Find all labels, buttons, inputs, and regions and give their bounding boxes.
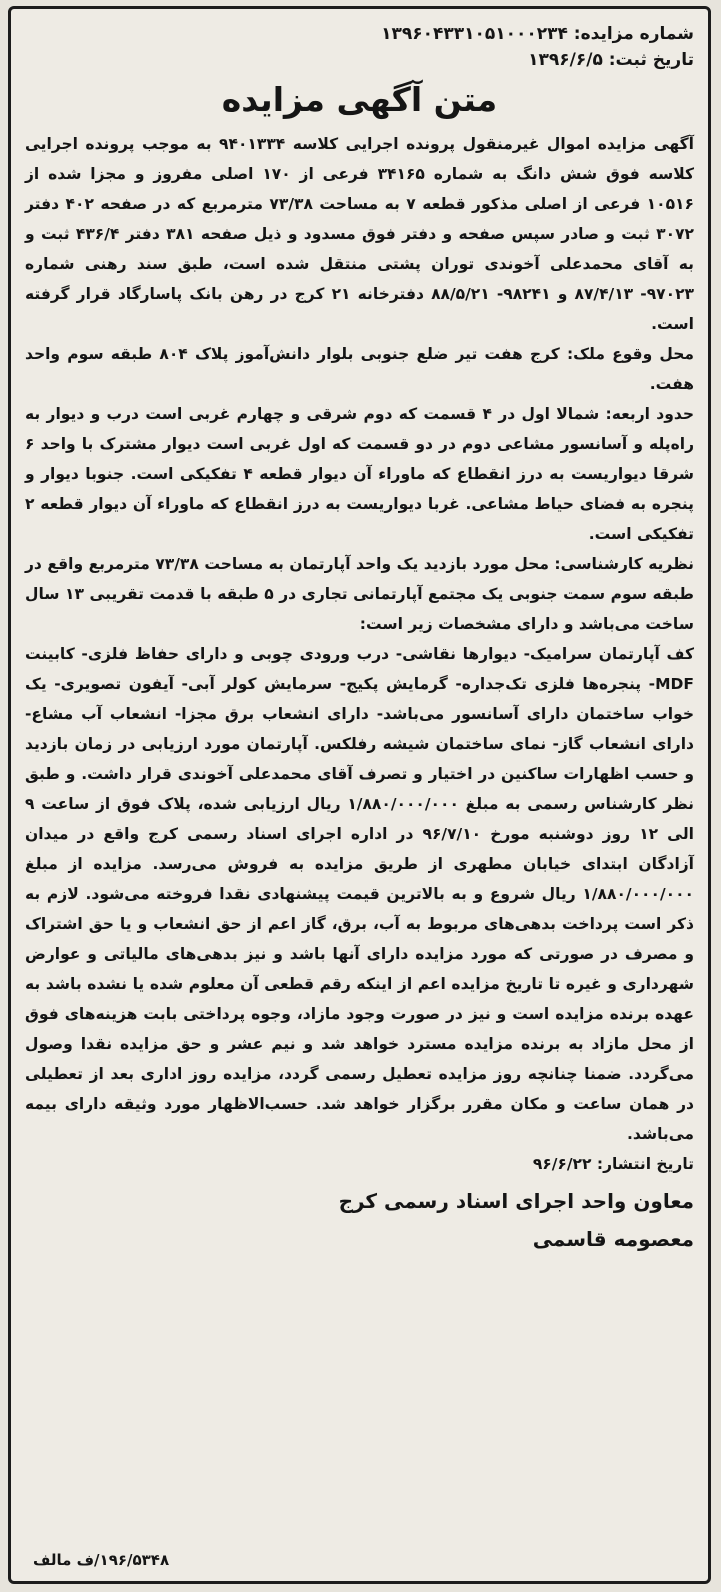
auction-notice [8, 6, 711, 1584]
registration-date: تاریخ ثبت: ۱۳۹۶/۶/۵ [528, 50, 694, 70]
auction-number: شماره مزایده: ۱۳۹۶۰۴۳۳۱۰۵۱۰۰۰۲۳۴ [381, 24, 694, 44]
signature-office: معاون واحد اجرای اسناد رسمی کرج [338, 1189, 694, 1213]
paragraph-case: آگهی مزایده اموال غیرمنقول پرونده اجرایی کلاسه ۹۴۰۱۳۳۴ به موجب پرونده اجرایی کلاسه فوق شش دانگ به شماره ۳۴۱۶۵ فرعی از ۱۷۰ اصلی مفروز و مجزا شده از ۱۰۵۱۶ فرعی از اصلی مذکور قطعه ۷ به مساحت ۷۳/۳۸ مترمربع که در صفحه ۴۰۲ دفتر ۳۰۷۲ ثبت و صادر سپس صفحه و دفتر فوق مسدود و ذیل صفحه ۳۸۱ دفتر ۴۳۶/۴ ثبت و به آقای محمدعلی آخوندی توران پشتی منتقل شده است، طبق سند رهنی شماره ۹۷۰۲۳- ۸۷/۴/۱۳ و ۹۸۲۴۱- ۸۸/۵/۲۱ دفترخانه ۲۱ کرج در رهن بانک پاسارگاد قرار گرفته است. [25, 135, 695, 333]
paragraph-details: کف آپارتمان سرامیک- دیوارها نقاشی- درب ورودی چوبی و دارای حفاظ فلزی- کابینت MDF- پنجره‌ها فلزی تک‌جداره- گرمایش پکیج- سرمایش کولر آبی- آیفون تصویری- یک خواب ساختمان دارای آسانسور می‌باشد- دارای انشعاب برق مجزا- انشعاب آب مشاع- دارای انشعاب گاز- نمای ساختمان شیشه رفلکس. آپارتمان مورد ارزیابی در زمان بازدید و حسب اظهارات ساکنین در اختیار و تصرف آقای محمدعلی آخوندی قرار داشت. و طبق نظر کارشناس رسمی به مبلغ ۱/۸۸۰/۰۰۰/۰۰۰ ریال ارزیابی شده، پلاک فوق از ساعت ۹ الی ۱۲ روز دوشنبه مورخ ۹۶/۷/۱۰ در اداره اجرای اسناد رسمی کرج واقع در میدان آزادگان ابتدای خیابان مطهری از طریق مزایده به فروش می‌رسد. مزایده از مبلغ ۱/۸۸۰/۰۰۰/۰۰۰ ریال شروع و به بالاترین قیمت پیشنهادی نقدا فروخته می‌شود. لازم به ذکر است پرداخت بدهی‌های مربوط به آب، برق، گاز اعم از حق انشعاب و یا حق اشتراک و مصرف در صورتی که مورد مزایده دارای آنها باشد و نیز بدهی‌های مالیاتی و عوارض شهرداری و غیره تا تاریخ مزایده اعم از اینکه رقم قطعی آن معلوم شده یا نشده باشد به عهده برنده مزایده است و نیز در صورت وجود مازاد، وجوه پرداختی بابت هزینه‌های فوق از محل مازاد به برنده مزایده مسترد خواهد شد و نیم عشر و حق مزایده نقدا وصول می‌گردد. ضمنا چنانچه روز مزایده تعطیل رسمی گردد، مزایده روز اداری بعد از تعطیلی در همان ساعت و مکان مقرر برگزار خواهد شد. حسب‌الاظهار مورد وثیقه دارای بیمه می‌باشد. [25, 645, 694, 1143]
signature-name: معصومه قاسمی [532, 1227, 694, 1251]
paragraph-location: محل وقوع ملک: کرج هفت تیر ضلع جنوبی بلوار دانش‌آموز پلاک ۸۰۴ طبقه سوم واحد هفت. [25, 345, 694, 393]
paragraph-boundaries: حدود اربعه: شمالا اول در ۴ قسمت که دوم شرقی و چهارم غربی است درب و دیوار به راه‌پله و آسانسور مشاعی دوم در دو قسمت که اول غربی است دیوار مشترک با واحد ۶ شرقا دیواریست به درز انقطاع که ماوراء آن دیوار قطعه ۴ تفکیکی است. جنوبا دیوار و پنجره به فضای حیاط مشاعی. غربا دیواریست به درز انقطاع که ماوراء آن دیوار قطعه ۲ تفکیکی است. [25, 405, 694, 543]
paragraph-expert-opinion: نظریه کارشناسی: محل مورد بازدید یک واحد آپارتمان به مساحت ۷۳/۳۸ مترمربع واقع در طبقه سوم سمت جنوبی یک مجتمع آپارتمانی تجاری در ۵ طبقه با قدمت تقریبی ۱۳ سال ساخت می‌باشد و دارای مشخصات زیر است: [25, 555, 694, 633]
publish-date: تاریخ انتشار: ۹۶/۶/۲۲ [532, 1155, 694, 1173]
footer-code: ۱۹۶/۵۳۴۸/ف مالف [33, 1551, 170, 1569]
page-title: متن آگهی مزایده [221, 80, 498, 119]
